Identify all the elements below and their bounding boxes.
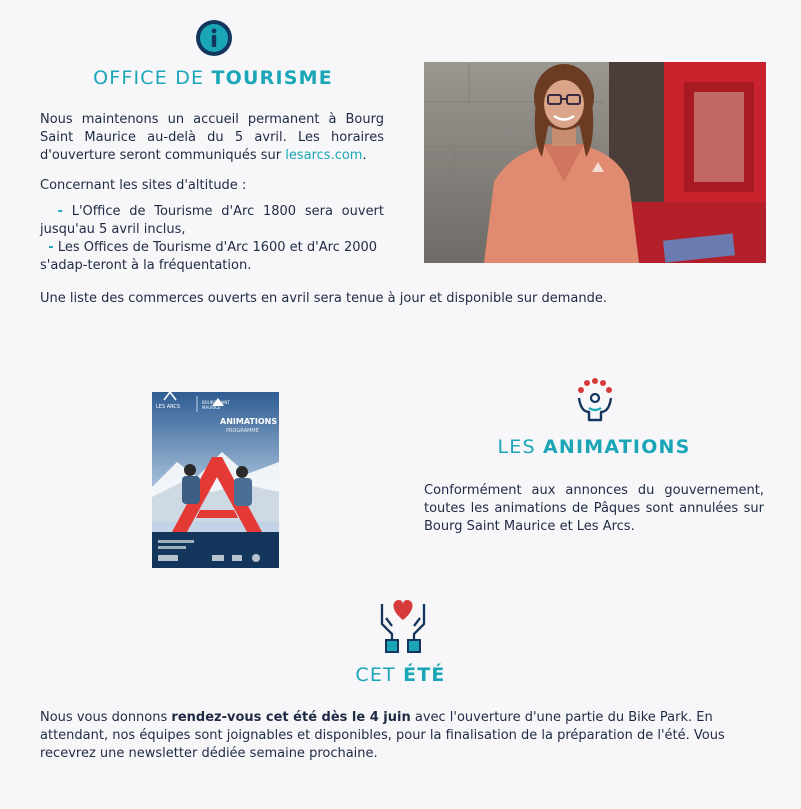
summer-text: Nous vous donnons rendez-vous cet été dès le 4 juin avec l'ouverture d'une partie du Bike Park. En attendant, nos équipes sont joignables et disponibles, pour la finalisation de la préparation de l'été. Vous recevrez une newsletter dédiée semaine prochaine. <box>40 710 725 761</box>
brochure-subheading: PROGRAMME <box>226 428 259 434</box>
animations-title: LES ANIMATIONS <box>497 436 691 458</box>
summer-section <box>0 590 801 809</box>
lesarcs-link[interactable]: lesarcs.com <box>285 148 363 163</box>
brochure-brand-right: BOURG SAINT MAURICE <box>202 400 230 410</box>
list-item: - Les Offices de Tourisme d'Arc 1600 et d'Arc 2000 s'adap-teront à la fréquentation. <box>40 240 378 273</box>
office-paragraph-altitude: Concernant les sites d'altitude : <box>40 178 247 193</box>
office-bullet-list <box>40 203 384 275</box>
office-section <box>0 0 801 320</box>
juggler-icon <box>575 378 615 422</box>
summer-title: CET ÉTÉ <box>355 664 446 686</box>
brochure-heading: ANIMATIONS <box>220 417 278 426</box>
list-item: - L'Office de Tourisme d'Arc 1800 sera ouvert jusqu'au 5 avril inclus, <box>40 204 385 237</box>
office-staff-photo <box>424 62 766 263</box>
animations-section <box>0 370 801 590</box>
animations-text: Conformément aux annonces du gouvernement, toutes les animations de Pâques sont annulées sur Bourg Saint Maurice et Les Arcs. <box>424 483 764 534</box>
brochure-brand-left: LES ARCS <box>156 404 181 410</box>
info-icon <box>195 19 233 57</box>
office-paragraph-hours: Nous maintenons un accueil permanent à Bourg Saint Maurice au-delà du 5 avril. Les horaires d'ouverture seront communiqués sur lesarcs.com. <box>40 112 384 163</box>
animations-brochure-cover[interactable] <box>152 392 279 568</box>
office-title: OFFICE DE TOURISME <box>93 67 333 89</box>
heart-hands-icon <box>378 598 428 654</box>
office-paragraph-shops: Une liste des commerces ouverts en avril sera tenue à jour et disponible sur demande. <box>40 291 607 306</box>
